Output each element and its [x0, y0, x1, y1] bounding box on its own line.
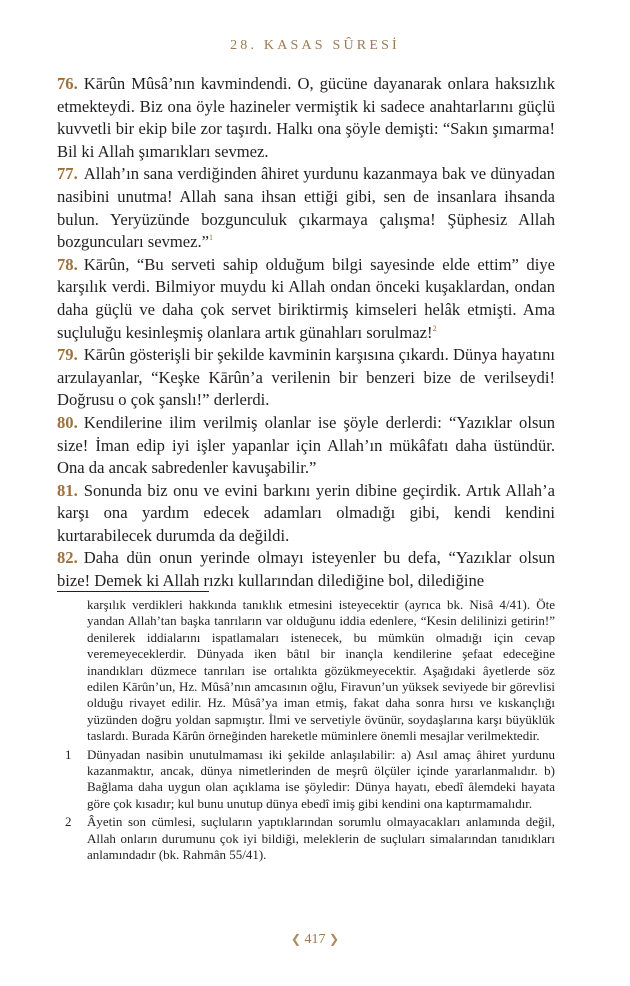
- footnote-number: 2: [65, 814, 72, 830]
- right-ornament-icon: ❯: [329, 932, 340, 946]
- verse-text-block: [57, 73, 555, 593]
- footnote-marker[interactable]: 1: [209, 233, 214, 243]
- verse-78: [57, 254, 555, 344]
- verse-79: [57, 344, 555, 412]
- verse-text: Daha dün onun yerinde olmayı isteyenler bu defa, “Yazıklar olsun bize! Demek ki Allah rızkı kullarından dilediğine bol, dilediğine: [57, 548, 555, 591]
- verse-77: [57, 163, 555, 253]
- verse-number: 82.: [57, 548, 78, 568]
- verse-text: Kārûn, “Bu serveti sahip olduğum bilgi sayesinde elde ettim” diye karşılık verdi. Bilmiyor muydu ki Allah ondan önceki kuşaklardan, ondan daha güçlü ve daha çok servet biriktirmiş kimseleri helâk etmişti. Ama suçluluğu kesinleşmiş olanlara artık günahları sorulmaz!: [57, 254, 555, 342]
- footnote-text: Dünyadan nasibin unutulmaması iki şekilde anlaşılabilir: a) Asıl amaç âhiret yurdunu kazanmaktır, ancak, dünya nimetlerinden de meşrû ölçüler içinde yararlanmalıdır. b) Bağlama daha uygun olan açıklama ise şöyledir: Dünya hayatı, ebedî âlemdeki hayata göre çok kısadır; kul bunu unutup dünya ebedî imiş gibi kendini ona kaptırmamalıdır.: [87, 746, 555, 811]
- page-number-value: 417: [304, 932, 326, 947]
- footnote-2: [57, 814, 555, 863]
- verse-number: 81.: [57, 480, 78, 500]
- footnote-number: 1: [65, 746, 72, 762]
- verse-text: Kendilerine ilim verilmiş olanlar ise şöyle derlerdi: “Yazıklar olsun size! İman edip iyi işler yapanlar için Allah’ın mükâfatı daha üstündür. Ona da ancak sabredenler kavuşabilir.”: [57, 412, 555, 478]
- verse-text: Sonunda biz onu ve evini barkını yerin dibine geçirdik. Artık Allah’a karşı ona yardım edecek adamları olmadığı gibi, kendi kendini kurtarabilecek durumda da değildi.: [57, 480, 555, 545]
- verse-text: Kārûn gösterişli bir şekilde kavminin karşısına çıkardı. Dünya hayatını arzulayanlar, “Keşke Kārûn’a verilenin bir benzeri bize de verilseydi! Doğrusu o çok şanslı!” derlerdi.: [57, 345, 555, 410]
- footnote-divider: [57, 591, 209, 592]
- verse-text: Kārûn Mûsâ’nın kavmindendi. O, gücüne dayanarak onlara haksızlık etmekteydi. Biz ona öyle hazineler vermiştik ki sadece anahtarlarını güçlü kuvvetli bir ekip bile zor taşırdı. Halkı ona şöyle demişti: “Sakın şımarma! Bil ki Allah şımarıkları sevmez.: [57, 74, 555, 161]
- verse-80: [57, 412, 555, 480]
- footnotes-block: [57, 597, 555, 864]
- verse-81: [57, 480, 555, 548]
- verse-82: [57, 547, 555, 592]
- footnote-text: Âyetin son cümlesi, suçluların yaptıklarından sorumlu olmayacakları anlamında değil, Allah onların durumunu çok iyi bildiği, meleklerin de suçluları simalarından tanıdıkları anlamındadır (bk. Rahmân 55/41).: [87, 814, 555, 863]
- left-ornament-icon: ❮: [290, 932, 301, 946]
- verse-number: 80.: [57, 412, 78, 432]
- verse-text: Allah’ın sana verdiğinden âhiret yurdunu kazanmaya bak ve dünyadan nasibini unutma! Allah sana ihsan ettiği gibi, sen de insanlara ihsanda bulun. Yeryüzünde bozgunculuk çıkarmaya çalışma! Şüphesiz Allah bozguncuları sevmez.”: [57, 164, 555, 252]
- footnote-marker[interactable]: 2: [432, 323, 437, 333]
- verse-76: [57, 73, 555, 163]
- footnote-continuation: karşılık verdikleri hakkında tanıklık etmesini isteyecektir (ayrıca bk. Nisâ 4/41). Öte yandan Allah’tan başka tanrıların var olduğunu iddia edenlere, “Kesin delilinizi getirin!” denilerek iddialarını ispatlamaları istenecek, bu mümkün olmadığı için cevap veremeyeceklerdir. Dünyada iken bâtıl bir inançla kendilerine şefaat edeceğine inandıkları düzmece tanrıları ise ortalıkta gözükmeyecektir. Aşağıdaki âyetlerde söz edilen Kārûn’un, Hz. Mûsâ’nın amcasının oğlu, Firavun’un yüksek seviyede bir görevlisi olduğu rivayet edilir. Hz. Mûsâ’ya iman etmiş, fakat daha sonra hırsı ve kıskançlığı yüzünden doğru yoldan sapmıştır. İlmi ve servetiyle övünür, soydaşlarına karşı büyüklük taslardı. Burada Kārûn örneğinden hareketle müminlere önemli mesajlar verilmektedir.: [87, 597, 555, 744]
- footnote-1: [57, 747, 555, 813]
- verse-number: 77.: [57, 164, 78, 184]
- verse-number: 76.: [57, 74, 78, 93]
- verse-number: 79.: [57, 345, 78, 365]
- page-number: [0, 932, 630, 948]
- running-header: 28. KASAS SÛRESİ: [230, 38, 400, 53]
- verse-number: 78.: [57, 254, 78, 274]
